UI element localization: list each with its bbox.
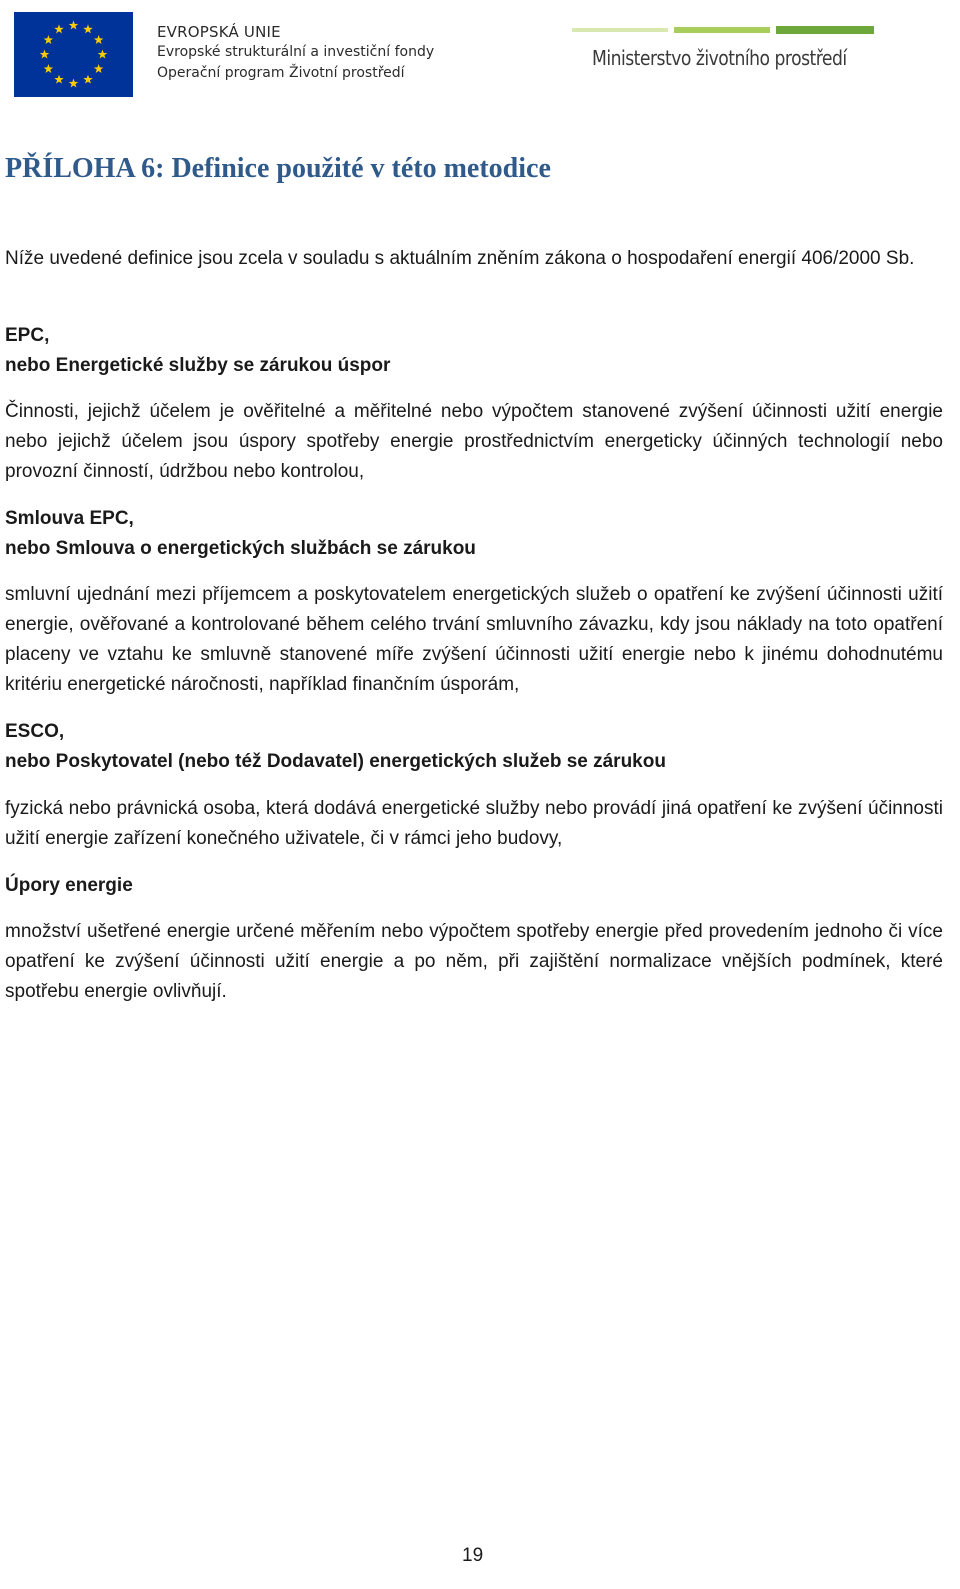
- eu-stars-icon: [14, 12, 133, 97]
- definition-text: smluvní ujednání mezi příjemcem a poskytovatelem energetických služeb o opatření ke zvýšení účinnosti užití energie, ověřované a kontrolované během celého trvání smluvního závazku, kdy jsou náklady na toto opatření placeny ve vztahu ke smluvně stanovené míře zvýšení účinnosti užití energie nebo k jinému dohodnutému kritériu energetické náročnosti, například finančním úsporám,: [5, 584, 943, 695]
- page-header: [0, 0, 960, 110]
- ministry-bar-dark: [776, 26, 874, 34]
- eu-title: EVROPSKÁ UNIE: [157, 23, 281, 41]
- term-line: nebo Energetické služby se zárukou úspor: [5, 355, 391, 376]
- definition-term: [5, 717, 666, 777]
- term-line: EPC,: [5, 325, 50, 346]
- ministry-logo-bars: [572, 26, 874, 34]
- term-line: nebo Smlouva o energetických službách se zárukou: [5, 538, 476, 559]
- ministry-name: Ministerstvo životního prostředí: [592, 46, 847, 70]
- term-line: Smlouva EPC,: [5, 508, 134, 529]
- ministry-bar-light: [572, 28, 668, 32]
- term-line: ESCO,: [5, 721, 65, 742]
- page-number: 19: [462, 1545, 484, 1566]
- definition-term: [5, 504, 476, 564]
- term-line: nebo Poskytovatel (nebo též Dodavatel) energetických služeb se zárukou: [5, 751, 666, 772]
- definition-term: [5, 871, 133, 901]
- term-line: Úpory energie: [5, 875, 133, 896]
- definition-text: Činnosti, jejichž účelem je ověřitelné a měřitelné nebo výpočtem stanovené zvýšení účinnosti užití energie nebo jejichž účelem jsou úspory spotřeby energie prostřednictvím energeticky účinných technologií nebo provozní činností, údržbou nebo kontrolou,: [5, 401, 943, 482]
- page-title: PŘÍLOHA 6: Definice použité v této metodice: [5, 153, 551, 184]
- definition-term: [5, 321, 390, 381]
- intro-paragraph: Níže uvedené definice jsou zcela v souladu s aktuálním zněním zákona o hospodaření energií 406/2000 Sb.: [5, 248, 915, 269]
- eu-logo-text: [157, 22, 434, 84]
- ministry-bar-mid: [674, 27, 770, 33]
- definition-text: fyzická nebo právnická osoba, která dodává energetické služby nebo provádí jiná opatření ke zvýšení účinnosti užití energie zařízení konečného uživatele, či v rámci jeho budovy,: [5, 798, 943, 849]
- definition-text: množství ušetřené energie určené měřením nebo výpočtem spotřeby energie před provedením jednoho či více opatření ke zvýšení účinnosti užití energie a po něm, při zajištění normalizace vnějších podmínek, které spotřebu energie ovlivňují.: [5, 921, 943, 1002]
- eu-programme-line: Operační program Životní prostředí: [157, 65, 405, 81]
- eu-flag-logo: [14, 12, 133, 97]
- ministry-logo: [572, 26, 874, 81]
- eu-funds-line: Evropské strukturální a investiční fondy: [157, 44, 435, 60]
